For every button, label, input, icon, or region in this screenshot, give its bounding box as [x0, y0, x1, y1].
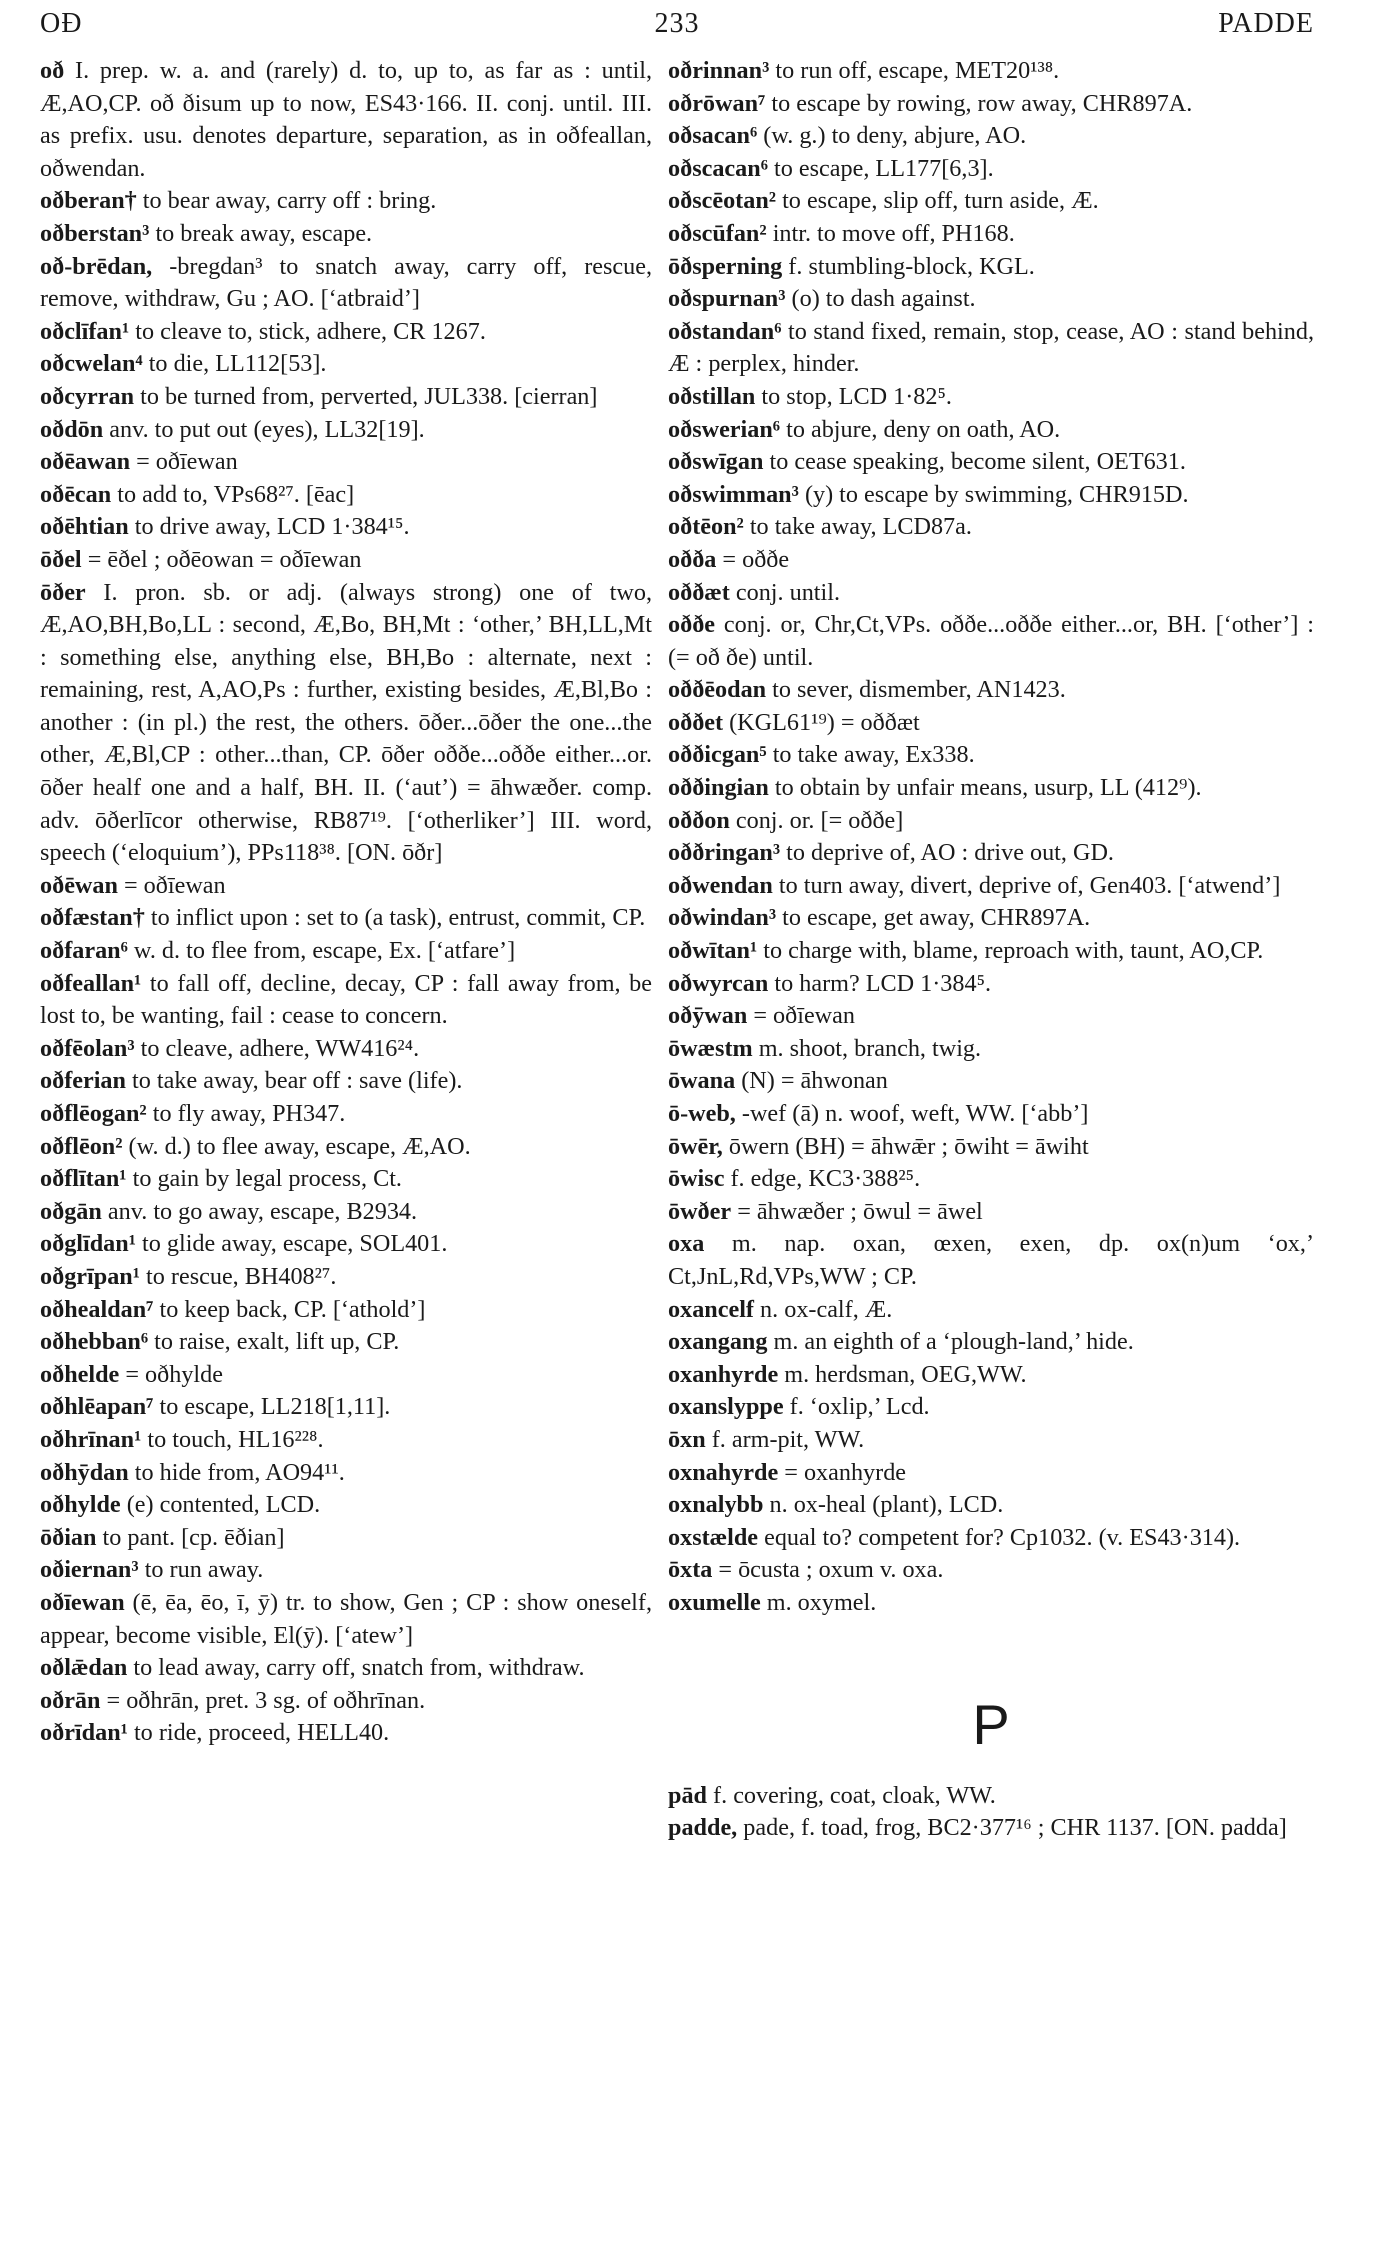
definition: to abjure, deny on oath, AO. — [786, 415, 1061, 443]
headword: ōwisc — [668, 1165, 725, 1193]
definition: -bregdan³ to snatch away, carry off, rescue, remove, withdraw, Gu ; AO. [‘atbraid’] — [40, 252, 653, 313]
definition: = oðīewan — [753, 1002, 855, 1030]
definition: to gain by legal process, Ct. — [132, 1165, 402, 1193]
dictionary-entry — [40, 1424, 652, 1457]
dictionary-entry — [668, 1098, 1314, 1131]
headword: oðhlēapan⁷ — [40, 1393, 154, 1421]
definition: conj. or, Chr,Ct,VPs. oððe...oððe either...or, BH. [‘other’] : (= oð ðe) until. — [668, 611, 1314, 671]
dictionary-entry — [668, 153, 1314, 186]
headword: oxumelle — [668, 1588, 761, 1616]
dictionary-entry — [40, 381, 652, 414]
definition: to take away, Ex338. — [772, 741, 975, 769]
headword: oððæt — [668, 578, 730, 606]
dictionary-entry — [40, 870, 652, 903]
headword: oðstillan — [668, 382, 756, 410]
dictionary-entry — [668, 120, 1314, 153]
definition: I. pron. sb. or adj. (always strong) one of two, Æ,AO,BH,Bo,LL : second, Æ,Bo, BH,Mt : ‘other,’ BH,LL,Mt : something else, anything else, BH,Bo : alternate, next : remaining, rest, A,AO,Ps : further, existing besides, Æ,Bl,Bo : another : (in pl.) the rest, the others. ōðer...ōðer the one...the other, Æ,Bl,CP : other...than, CP. ōðer oððe...oððe either...or. ōðer healf one and a half, BH. II. (‘aut’) = āhwæðer. comp. adv. ōðerlīcor otherwise, RB87¹⁹. [‘otherliker’] III. word, speech (‘eloquium’), PPs118³⁸. [ON. ōðr] — [40, 578, 652, 867]
headword: oðberstan³ — [40, 219, 150, 247]
headword: oðiernan³ — [40, 1556, 139, 1584]
dictionary-entry — [40, 1294, 652, 1327]
definition: w. d. to flee from, escape, Ex. [‘atfare’] — [133, 937, 516, 965]
headword: oðwyrcan — [668, 969, 769, 997]
headword: ōwðer — [668, 1197, 732, 1225]
headword: oxanhyrde — [668, 1360, 779, 1388]
headword: oðferian — [40, 1067, 126, 1095]
headword: oðhȳdan — [40, 1458, 129, 1486]
headword: oððringan³ — [668, 839, 781, 867]
dictionary-entry — [668, 218, 1314, 251]
headword: oðswīgan — [668, 448, 764, 476]
definition: (N) = āhwonan — [741, 1067, 888, 1095]
definition: to bear away, carry off : bring. — [142, 187, 437, 215]
headword: oðlǣdan — [40, 1654, 128, 1682]
headword: oðscacan⁶ — [668, 154, 768, 182]
definition: anv. to go away, escape, B2934. — [107, 1197, 418, 1225]
headword: oðrōwan⁷ — [668, 89, 766, 117]
definition: to escape, slip off, turn aside, Æ. — [782, 187, 1099, 215]
definition: to be turned from, perverted, JUL338. [cierran] — [140, 382, 598, 410]
headword: oðfeallan¹ — [40, 969, 142, 997]
definition: (o) to dash against. — [791, 285, 976, 313]
dictionary-entry — [668, 55, 1314, 88]
dictionary-entry — [40, 1196, 652, 1229]
headword: oðswimman³ — [668, 480, 799, 508]
dictionary-entry — [668, 88, 1314, 121]
definition: pade, f. toad, frog, BC2·377¹⁶ ; CHR 1137. [ON. padda] — [743, 1814, 1287, 1842]
dictionary-entry — [40, 577, 652, 870]
definition: to sever, dismember, AN1423. — [772, 676, 1066, 704]
dictionary-entry — [40, 1717, 652, 1750]
definition: to charge with, blame, reproach with, taunt, AO,CP. — [763, 937, 1264, 965]
headword: ōðian — [40, 1523, 97, 1551]
headword: oðhebban⁶ — [40, 1328, 149, 1356]
definition: to ride, proceed, HELL40. — [133, 1719, 390, 1747]
headword: oð — [40, 57, 65, 84]
headword: oðhylde — [40, 1491, 121, 1519]
dictionary-entry — [40, 1457, 652, 1490]
definition: = oðhrān, pret. 3 sg. of oðhrīnan. — [106, 1686, 426, 1714]
headword: oðwendan — [668, 871, 773, 899]
dictionary-entry — [40, 902, 652, 935]
definition: = āhwæðer ; ōwul = āwel — [737, 1197, 983, 1225]
dictionary-entry — [40, 1554, 652, 1587]
running-head-left: OÐ — [40, 8, 83, 39]
headword: oxnalybb — [668, 1491, 764, 1519]
headword: oðclīfan¹ — [40, 317, 130, 345]
headword: oðwītan¹ — [668, 937, 758, 965]
definition: to turn away, divert, deprive of, Gen403. [‘atwend’] — [778, 871, 1281, 899]
definition: to inflict upon : set to (a task), entrust, commit, CP. — [150, 904, 646, 932]
dictionary-entry — [668, 544, 1314, 577]
headword: oðrīdan¹ — [40, 1719, 128, 1747]
headword: oððon — [668, 806, 730, 834]
definition: m. an eighth of a ‘plough-land,’ hide. — [773, 1328, 1134, 1356]
dictionary-entry — [40, 1261, 652, 1294]
definition: n. ox-calf, Æ. — [760, 1295, 893, 1323]
definition: to escape, LL218[1,11]. — [159, 1393, 391, 1421]
headword: oðða — [668, 545, 717, 573]
headword: oðēhtian — [40, 513, 129, 541]
headword: oðhelde — [40, 1360, 120, 1388]
headword: oððet — [668, 708, 724, 736]
headword: oðtēon² — [668, 513, 744, 541]
definition: to obtain by unfair means, usurp, LL (412⁹). — [774, 774, 1202, 802]
headword: oðstandan⁶ — [668, 317, 782, 345]
definition: (ē, ēa, ēo, ī, ȳ) tr. to show, Gen ; CP : show oneself, appear, become visible, El(ȳ). [‘atew’] — [40, 1588, 653, 1649]
dictionary-entry — [40, 55, 652, 185]
headword: oðēawan — [40, 448, 131, 476]
headword: oðīewan — [40, 1588, 125, 1616]
headword: oððicgan⁵ — [668, 741, 767, 769]
dictionary-entry — [40, 935, 652, 968]
headword: oxnahyrde — [668, 1458, 779, 1486]
dictionary-entry — [40, 1163, 652, 1196]
dictionary-entry — [668, 1065, 1314, 1098]
headword: ōðsperning — [668, 252, 783, 280]
definition: intr. to move off, PH168. — [772, 219, 1015, 247]
dictionary-entry — [40, 1652, 652, 1685]
headword: oðwindan³ — [668, 904, 777, 932]
headword: oðfēolan³ — [40, 1034, 135, 1062]
definition: to escape, LL177[6,3]. — [774, 154, 994, 182]
dictionary-entry — [668, 1522, 1314, 1555]
headword: oðēcan — [40, 480, 112, 508]
headword: oðsacan⁶ — [668, 122, 758, 150]
definition: = oxanhyrde — [784, 1458, 907, 1486]
definition: to touch, HL16²²⁸. — [147, 1425, 324, 1453]
definition: = ōcusta ; oxum v. oxa. — [718, 1556, 944, 1584]
dictionary-entry — [40, 544, 652, 577]
headword: oðflītan¹ — [40, 1165, 127, 1193]
dictionary-entry — [40, 511, 652, 544]
dictionary-entry — [40, 1587, 652, 1652]
headword: ōwana — [668, 1067, 736, 1095]
dictionary-entry — [40, 968, 652, 1033]
dictionary-entry — [668, 1391, 1314, 1424]
dictionary-entry — [668, 1131, 1314, 1164]
headword: oðglīdan¹ — [40, 1230, 136, 1258]
definition: (y) to escape by swimming, CHR915D. — [804, 480, 1189, 508]
dictionary-entry — [668, 1554, 1314, 1587]
definition: ōwern (BH) = āhwǣr ; ōwiht = āwiht — [728, 1132, 1089, 1160]
dictionary-entry — [668, 1424, 1314, 1457]
definition: to cease speaking, become silent, OET631. — [769, 448, 1186, 476]
dictionary-entry — [668, 381, 1314, 414]
definition: to lead away, carry off, snatch from, withdraw. — [133, 1654, 585, 1682]
dictionary-entry — [668, 1326, 1314, 1359]
definition: f. edge, KC3·388²⁵. — [730, 1165, 921, 1193]
definition: to keep back, CP. [‘athold’] — [159, 1295, 426, 1323]
headword: oðēwan — [40, 871, 118, 899]
dictionary-entry — [668, 1228, 1314, 1293]
definition: = ēðel ; oðēowan = oðīewan — [87, 545, 362, 573]
dictionary-entry — [40, 446, 652, 479]
dictionary-entry — [40, 414, 652, 447]
definition: to harm? LCD 1·384⁵. — [774, 969, 992, 997]
right-entries — [668, 55, 1314, 1620]
dictionary-entry — [668, 609, 1314, 674]
headword: ōxn — [668, 1425, 706, 1453]
headword: oðfæstan† — [40, 904, 145, 932]
dictionary-entry — [668, 1359, 1314, 1392]
headword: oðhealdan⁷ — [40, 1295, 154, 1323]
dictionary-entry — [40, 185, 652, 218]
definition: to escape by rowing, row away, CHR897A. — [771, 89, 1193, 117]
headword: oxstælde — [668, 1523, 759, 1551]
dictionary-entry — [668, 283, 1314, 316]
dictionary-entry — [668, 1489, 1314, 1522]
definition: to rescue, BH408²⁷. — [146, 1262, 337, 1290]
dictionary-entry — [668, 707, 1314, 740]
headword: oððingian — [668, 774, 769, 802]
dictionary-entry — [668, 935, 1314, 968]
definition: to raise, exalt, lift up, CP. — [154, 1328, 400, 1356]
definition: = oðīewan — [136, 448, 238, 476]
definition: equal to? competent for? Cp1032. (v. ES43·314). — [764, 1523, 1241, 1551]
right-column — [668, 55, 1314, 1845]
headword: oðgān — [40, 1197, 102, 1225]
headword: oðhrīnan¹ — [40, 1425, 142, 1453]
p-entries — [668, 1780, 1314, 1845]
definition: f. arm-pit, WW. — [711, 1425, 865, 1453]
running-head-right: PADDE — [1218, 8, 1314, 39]
dictionary-entry — [40, 1359, 652, 1392]
definition: conj. or. [= oððe] — [735, 806, 904, 834]
dictionary-entry — [668, 1033, 1314, 1066]
dictionary-entry — [40, 1228, 652, 1261]
section-letter: P — [972, 1692, 1010, 1756]
dictionary-entry — [668, 674, 1314, 707]
definition: to stand fixed, remain, stop, cease, AO : stand behind, Æ : perplex, hinder. — [668, 317, 1315, 378]
dictionary-entry — [40, 348, 652, 381]
headword: oðdōn — [40, 415, 104, 443]
dictionary-entry — [668, 511, 1314, 544]
definition: to pant. [cp. ēðian] — [102, 1523, 285, 1551]
dictionary-entry — [40, 1065, 652, 1098]
definition: to run off, escape, MET20¹³⁸. — [775, 57, 1060, 84]
headword: oxa — [668, 1230, 705, 1258]
definition: f. stumbling-block, KGL. — [788, 252, 1035, 280]
headword: oxanslyppe — [668, 1393, 784, 1421]
definition: to fall off, decline, decay, CP : fall away from, be lost to, be wanting, fail : cease to concern. — [40, 969, 652, 1030]
headword: ōðer — [40, 578, 86, 606]
headword: ōxta — [668, 1556, 713, 1584]
definition: to hide from, AO94¹¹. — [134, 1458, 345, 1486]
dictionary-entry — [40, 1522, 652, 1555]
headword: oðcwelan⁴ — [40, 350, 143, 378]
page-header — [40, 8, 1314, 48]
headword: oðrinnan³ — [668, 57, 770, 84]
dictionary-entry — [668, 1812, 1314, 1845]
definition: to cleave to, stick, adhere, CR 1267. — [135, 317, 486, 345]
headword: oxangang — [668, 1328, 768, 1356]
dictionary-entry — [668, 316, 1314, 381]
headword: ōwæstm — [668, 1034, 753, 1062]
dictionary-entry — [668, 577, 1314, 610]
dictionary-entry — [668, 1163, 1314, 1196]
headword: oðrān — [40, 1686, 101, 1714]
headword: oðflēon² — [40, 1132, 123, 1160]
dictionary-entry — [40, 1489, 652, 1522]
dictionary-entry — [40, 1131, 652, 1164]
definition: to glide away, escape, SOL401. — [142, 1230, 448, 1258]
headword: oðfaran⁶ — [40, 937, 128, 965]
definition: m. oxymel. — [766, 1588, 877, 1616]
definition: (e) contented, LCD. — [126, 1491, 321, 1519]
dictionary-entry — [668, 1294, 1314, 1327]
headword: oðscūfan² — [668, 219, 767, 247]
dictionary-entry — [40, 1685, 652, 1718]
dictionary-entry — [668, 1457, 1314, 1490]
headword: pād — [668, 1781, 707, 1809]
dictionary-entry — [668, 479, 1314, 512]
definition: f. covering, coat, cloak, WW. — [713, 1781, 996, 1809]
definition: n. ox-heal (plant), LCD. — [769, 1491, 1004, 1519]
dictionary-entry — [668, 185, 1314, 218]
headword: oðscēotan² — [668, 187, 777, 215]
definition: = oððe — [722, 545, 790, 573]
definition: anv. to put out (eyes), LL32[19]. — [109, 415, 425, 443]
headword: oxancelf — [668, 1295, 754, 1323]
dictionary-entry — [668, 870, 1314, 903]
dictionary-entry — [668, 446, 1314, 479]
definition: = oðhylde — [125, 1360, 223, 1388]
definition: m. shoot, branch, twig. — [758, 1034, 982, 1062]
dictionary-entry — [668, 414, 1314, 447]
dictionary-entry — [668, 772, 1314, 805]
definition: (w. g.) to deny, abjure, AO. — [763, 122, 1027, 150]
headword: oðgrīpan¹ — [40, 1262, 140, 1290]
definition: (KGL61¹⁹) = oððæt — [729, 708, 920, 736]
dictionary-entry — [40, 218, 652, 251]
dictionary-entry — [668, 968, 1314, 1001]
headword: oððe — [668, 611, 716, 639]
headword: padde, — [668, 1814, 738, 1842]
definition: to deprive of, AO : drive out, GD. — [786, 839, 1114, 867]
headword: oðflēogan² — [40, 1100, 147, 1127]
definition: to take away, LCD87a. — [749, 513, 972, 541]
definition: to add to, VPs68²⁷. [ēac] — [117, 480, 355, 508]
definition: m. herdsman, OEG,WW. — [784, 1360, 1027, 1388]
dictionary-entry — [40, 1098, 652, 1131]
headword: oðswerian⁶ — [668, 415, 781, 443]
definition: -wef (ā) n. woof, weft, WW. [‘abb’] — [741, 1100, 1089, 1127]
definition: m. nap. oxan, œxen, exen, dp. ox(n)um ‘ox,’ Ct,JnL,Rd,VPs,WW ; CP. — [668, 1230, 1315, 1290]
definition: I. prep. w. a. and (rarely) d. to, up to, as far as : until, Æ,AO,CP. oð ðisum up to now, ES43·166. II. conj. until. III. as prefix. usu. denotes departure, separation, as in oðfeallan, oðwendan. — [40, 57, 653, 182]
dictionary-entry — [40, 316, 652, 349]
headword: oðspurnan³ — [668, 285, 786, 313]
headword: oð-brēdan, — [40, 252, 153, 280]
definition: to run away. — [144, 1556, 264, 1584]
headword: ōwēr, — [668, 1132, 723, 1160]
headword: oððēodan — [668, 676, 767, 704]
dictionary-entry — [668, 1000, 1314, 1033]
dictionary-entry — [40, 479, 652, 512]
dictionary-entry — [40, 1391, 652, 1424]
dictionary-entry — [40, 1326, 652, 1359]
dictionary-entry — [668, 1780, 1314, 1813]
left-column — [40, 55, 652, 1750]
headword: ōðel — [40, 545, 82, 573]
definition: to die, LL112[53]. — [148, 350, 327, 378]
definition: to cleave, adhere, WW416²⁴. — [140, 1034, 420, 1062]
definition: to take away, bear off : save (life). — [132, 1067, 463, 1095]
definition: f. ‘oxlip,’ Lcd. — [789, 1393, 930, 1421]
dictionary-entry — [668, 805, 1314, 838]
definition: conj. until. — [735, 578, 840, 606]
definition: to break away, escape. — [155, 219, 373, 247]
page-number: 233 — [654, 8, 700, 39]
definition: to stop, LCD 1·82⁵. — [761, 382, 952, 410]
dictionary-entry — [40, 251, 652, 316]
dictionary-entry — [668, 1587, 1314, 1620]
headword: oðberan† — [40, 187, 137, 215]
definition: = oðīewan — [123, 871, 226, 899]
definition: to fly away, PH347. — [152, 1100, 346, 1127]
headword: oðȳwan — [668, 1002, 748, 1030]
dictionary-entry — [668, 251, 1314, 284]
dictionary-entry — [668, 1196, 1314, 1229]
definition: to escape, get away, CHR897A. — [782, 904, 1091, 932]
headword: oðcyrran — [40, 382, 135, 410]
dictionary-entry — [668, 739, 1314, 772]
dictionary-entry — [40, 1033, 652, 1066]
dictionary-entry — [668, 902, 1314, 935]
definition: to drive away, LCD 1·384¹⁵. — [134, 513, 410, 541]
dictionary-entry — [668, 837, 1314, 870]
definition: (w. d.) to flee away, escape, Æ,AO. — [128, 1132, 471, 1160]
headword: ō-web, — [668, 1100, 736, 1127]
